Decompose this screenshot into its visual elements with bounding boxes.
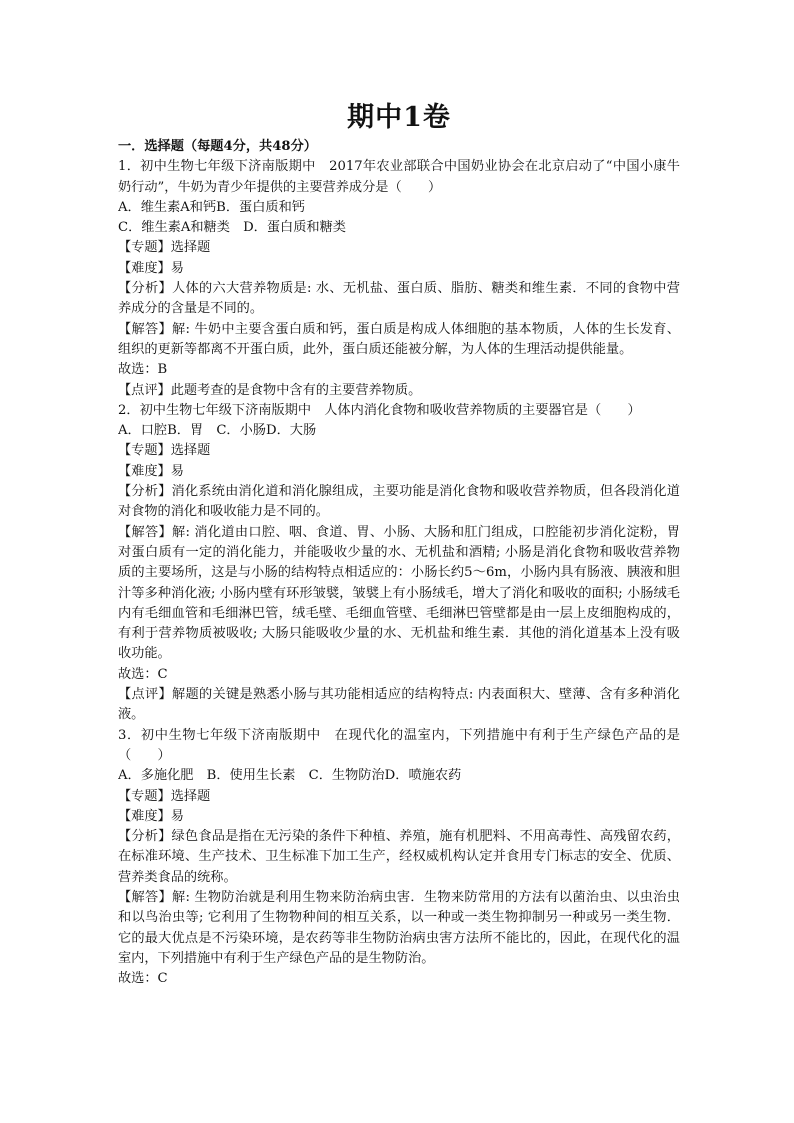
page-title: 期中1卷: [347, 102, 451, 133]
question-stem: 2．初中生物七年级下济南版期中 人体内消化食物和吸收营养物质的主要器官是（ ）: [118, 402, 641, 418]
question-option: C．维生素A和糖类 D．蛋白质和糖类: [118, 220, 346, 236]
question-stem: 3．初中生物七年级下济南版期中 在现代化的温室内，下列措施中有利于生产绿色产品的是（ ）: [118, 727, 680, 763]
question-stem: 1．初中生物七年级下济南版期中 2017年农业部联合中国奶业协会在北京启动了“中国小康牛奶行动”，牛奶为青少年提供的主要营养成分是（ ）: [118, 159, 680, 195]
question-option: A．维生素A和钙B．蛋白质和钙: [118, 199, 305, 215]
question-solution: 【解答】解: 生物防治就是利用生物来防治病虫害．生物来防常用的方法有以菌治虫、以虫治虫和以鸟治虫等; 它利用了生物物种间的相互关系，以一种或一类生物抑制另一种或另一类生物．它的最大优点是不污染环境，是农药等非生物防治病虫害方法所不能比的，因此，在现代化的温室内，下列措施中有利于生产绿色产品的是生物防治。: [118, 889, 680, 966]
question-option: A．口腔B．胃 C．小肠D．大肠: [118, 423, 317, 439]
question-topic: 【专题】选择题: [118, 788, 211, 804]
question-2: [118, 401, 680, 726]
question-solution: 【解答】解: 消化道由口腔、咽、食道、胃、小肠、大肠和肛门组成，口腔能初步消化淀粉，胃对蛋白质有一定的消化能力，并能吸收少量的水、无机盐和酒精; 小肠是消化食物和吸收营养物质的主要场所，这是与小肠的结构特点相适应的：小肠长约5～6m，小肠内具有肠液、胰液和胆汁等多种消化液; 小肠内壁有环形皱襞，皱襞上有小肠绒毛，增大了消化和吸收的面积; 小肠绒毛内有毛细血管和毛细淋巴管，绒毛壁、毛细血管壁、毛细淋巴管壁都是由一层上皮细胞构成的，有利于营养物质被吸收; 大肠只能吸收少量的水、无机盐和维生素．其他的消化道基本上没有吸收功能。: [118, 524, 680, 662]
question-answer: 故选：C: [118, 971, 168, 987]
question-analysis: 【分析】绿色食品是指在无污染的条件下种植、养殖，施有机肥料、不用高毒性、高残留农药，在标准环境、生产技术、卫生标准下加工生产，经权威机构认定并食用专门标志的安全、优质、营养类食品的统称。: [118, 829, 680, 885]
question-3: [118, 726, 680, 990]
question-comment: 【点评】此题考查的是食物中含有的主要营养物质。: [118, 382, 422, 398]
question-option: A．多施化肥 B．使用生长素 C．生物防治D．喷施农药: [118, 768, 462, 784]
question-answer: 故选：B: [118, 362, 168, 378]
question-solution: 【解答】解: 牛奶中主要含蛋白质和钙，蛋白质是构成人体细胞的基本物质，人体的生长发育、组织的更新等都离不开蛋白质，此外，蛋白质还能被分解，为人体的生理活动提供能量。: [118, 321, 680, 357]
question-difficulty: 【难度】易: [118, 808, 184, 824]
question-analysis: 【分析】人体的六大营养物质是: 水、无机盐、蛋白质、脂肪、糖类和维生素．不同的食物中营养成分的含量是不同的。: [118, 281, 680, 317]
section-heading: 一．选择题（每题4分，共48分）: [118, 139, 317, 154]
question-topic: 【专题】选择题: [118, 240, 211, 256]
question-analysis: 【分析】消化系统由消化道和消化腺组成，主要功能是消化食物和吸收营养物质，但各段消化道对食物的消化和吸收能力是不同的。: [118, 484, 680, 520]
question-comment: 【点评】解题的关键是熟悉小肠与其功能相适应的结构特点: 内表面积大、壁薄、含有多种消化液。: [118, 687, 680, 723]
document-page: [118, 100, 680, 989]
question-1: [118, 157, 680, 401]
question-answer: 故选：C: [118, 666, 168, 682]
question-difficulty: 【难度】易: [118, 260, 184, 276]
question-difficulty: 【难度】易: [118, 463, 184, 479]
question-topic: 【专题】选择题: [118, 443, 211, 459]
